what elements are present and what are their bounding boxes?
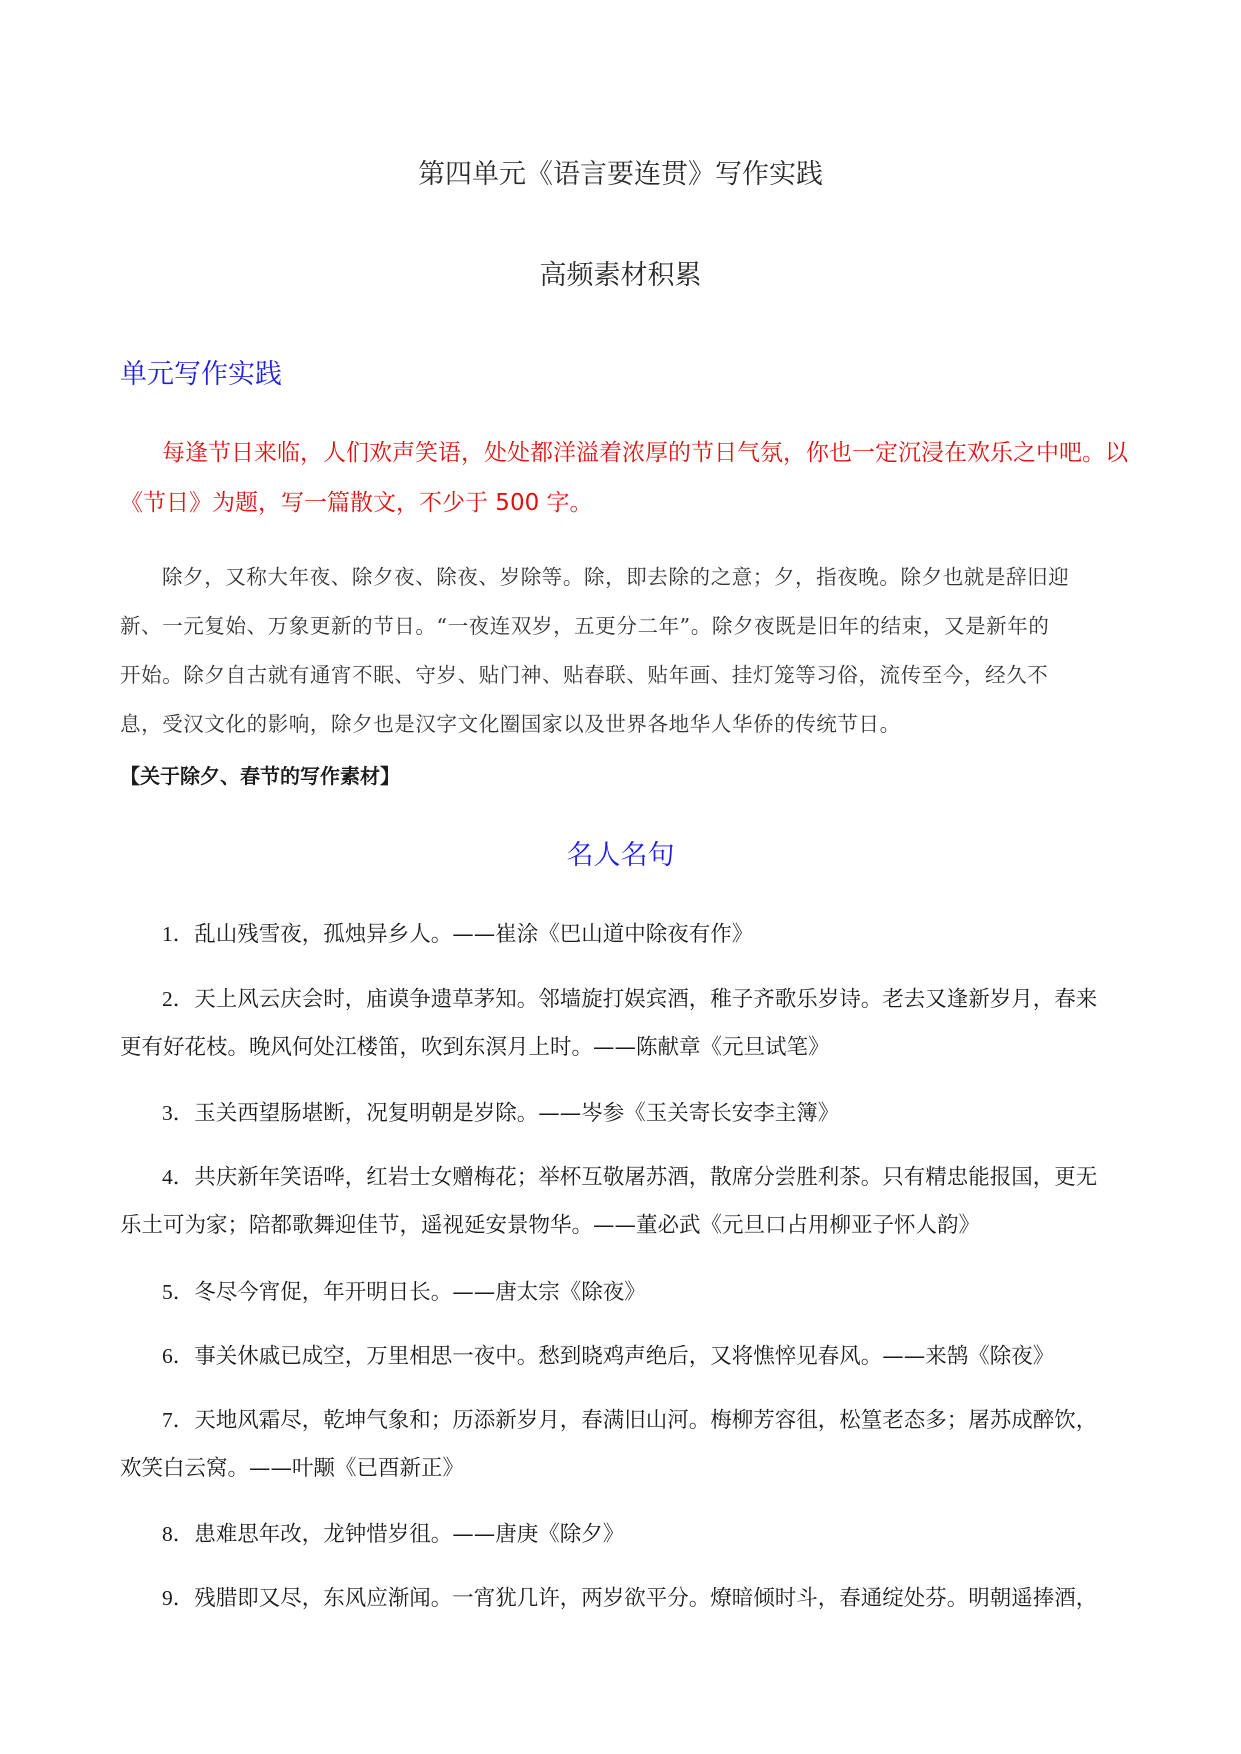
essay-line: 除夕，又称大年夜、除夕夜、除夜、岁除等。除，即去除的之意；夕，指夜晚。除夕也就是辞旧迎 <box>162 565 1070 589</box>
document-subtitle: 高频素材积累 <box>539 260 702 291</box>
prompt-line: 每逢节日来临，人们欢声笑语，处处都洋溢着浓厚的节日气氛，你也一定沉浸在欢乐之中吧。以 <box>162 440 1128 466</box>
quote-number: 7． <box>162 1408 195 1432</box>
section-heading: 单元写作实践 <box>120 359 282 390</box>
essay-paragraph <box>120 553 1130 749</box>
essay-line: 开始。除夕自古就有通宵不眠、守岁、贴门神、贴春联、贴年画、挂灯笼等习俗，流传至今，经久不 <box>120 663 1049 687</box>
quote-number: 3． <box>162 1101 195 1125</box>
quote-text: 欢笑白云窝。——叶颙《已酉新正》 <box>120 1456 465 1481</box>
quote-item <box>120 1153 1130 1250</box>
document-title: 第四单元《语言要连贯》写作实践 <box>418 159 823 190</box>
quote-item <box>120 1396 1130 1493</box>
quote-number: 4． <box>162 1165 195 1189</box>
quotes-heading: 名人名句 <box>566 840 675 871</box>
quote-text: 天上风云庆会时，庙谟争遗草茅知。邻墙旋打娱宾酒，稚子齐歌乐岁诗。老去又逢新岁月，春来 <box>194 987 1098 1012</box>
quote-item <box>120 1574 1130 1623</box>
quote-item <box>120 910 1130 959</box>
quote-text: 残腊即又尽，东风应渐闻。一宵犹几许，两岁欲平分。燎暗倾时斗，春通绽处芬。明朝遥捧酒， <box>194 1586 1098 1611</box>
quote-number: 2． <box>162 987 195 1011</box>
essay-line: 息，受汉文化的影响，除夕也是汉字文化圈国家以及世界各地华人华侨的传统节日。 <box>120 712 901 736</box>
quote-number: 6． <box>162 1344 195 1368</box>
essay-line: 新、一元复始、万象更新的节日。“一夜连双岁，五更分二年”。除夕夜既是旧年的结束，又是新年的 <box>120 614 1050 638</box>
quote-item <box>120 1510 1130 1559</box>
quote-number: 5． <box>162 1280 195 1304</box>
quote-item <box>120 1089 1130 1138</box>
quote-text: 天地风霜尽，乾坤气象和；历添新岁月，春满旧山河。梅柳芳容徂，松篁老态多；屠苏成醉饮， <box>194 1408 1098 1433</box>
prompt-line: 《节日》为题，写一篇散文，不少于 500 字。 <box>120 490 593 516</box>
quote-item <box>120 975 1130 1072</box>
writing-prompt <box>120 428 1130 528</box>
quote-text: 冬尽今宵促，年开明日长。——唐太宗《除夜》 <box>194 1280 646 1305</box>
quote-item <box>120 1332 1130 1381</box>
quote-text: 乱山残雪夜，孤烛异乡人。——崔涂《巴山道中除夜有作》 <box>194 922 754 947</box>
quote-number: 8． <box>162 1522 195 1546</box>
quote-text: 事关休戚已成空，万里相思一夜中。愁到晓鸡声绝后，又将憔悴见春风。——来鹄《除夜》 <box>194 1344 1055 1369</box>
quote-text: 更有好花枝。晚风何处江楼笛，吹到东溟月上时。——陈献章《元旦试笔》 <box>120 1035 830 1060</box>
quote-number: 1． <box>162 922 195 946</box>
quote-text: 玉关西望肠堪断，况复明朝是岁除。——岑参《玉关寄长安李主簿》 <box>194 1101 840 1126</box>
quote-number: 9． <box>162 1586 195 1610</box>
quote-item <box>120 1268 1130 1317</box>
materials-label: 【关于除夕、春节的写作素材】 <box>120 764 400 788</box>
quote-text: 患难思年改，龙钟惜岁徂。——唐庚《除夕》 <box>194 1522 625 1547</box>
quote-text: 共庆新年笑语哗，红岩士女赠梅花；举杯互敬屠苏酒，散席分尝胜利茶。只有精忠能报国，更无 <box>194 1165 1098 1190</box>
quote-text: 乐土可为家；陪都歌舞迎佳节，遥视延安景物华。——董必武《元旦口占用柳亚子怀人韵》 <box>120 1213 981 1238</box>
